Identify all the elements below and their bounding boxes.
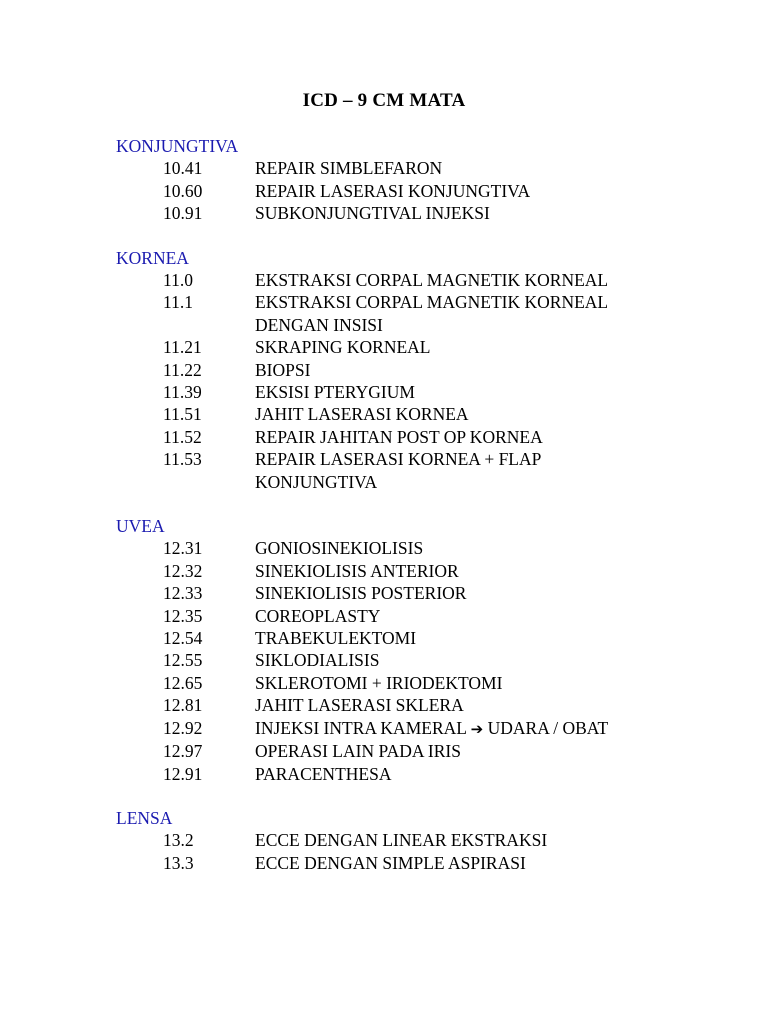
section-lensa: [116, 807, 736, 874]
code-entry: [116, 605, 736, 627]
entry-code: 13.3: [163, 852, 194, 873]
entry-description: SKRAPING KORNEAL: [255, 337, 431, 358]
section-list: [116, 135, 736, 896]
entry-code: 11.53: [163, 449, 202, 470]
entry-description: COREOPLASTY: [255, 605, 381, 626]
entry-description: EKSTRAKSI CORPAL MAGNETIK KORNEAL: [255, 270, 609, 290]
code-entry: [116, 269, 736, 291]
code-entry: [116, 537, 736, 559]
section-heading: KONJUNGTIVA: [116, 136, 239, 156]
code-entry: [116, 582, 736, 604]
code-entry: [116, 694, 736, 716]
entry-description-text: INJEKSI INTRA KAMERAL: [255, 717, 467, 738]
section-kornea: [116, 247, 736, 493]
entry-code: 12.65: [163, 672, 203, 693]
entry-code: 10.41: [163, 158, 203, 179]
entry-description: JAHIT LASERASI SKLERA: [255, 695, 464, 716]
entry-code: 11.52: [163, 426, 202, 447]
code-entry: [116, 717, 736, 740]
entry-description: SIKLODIALISIS: [255, 650, 380, 671]
section-heading: LENSA: [116, 807, 173, 828]
section-heading: UVEA: [116, 516, 165, 537]
entry-description: REPAIR LASERASI KORNEA + FLAP KONJUNGTIVA: [255, 449, 541, 492]
entry-code: 11.21: [163, 337, 202, 358]
code-entry: [116, 627, 736, 649]
entry-description: PARACENTHESA: [255, 763, 392, 784]
entry-code: 12.33: [163, 583, 203, 604]
entry-code: 12.55: [163, 650, 203, 671]
entry-description: REPAIR JAHITAN POST OP KORNEA: [255, 426, 543, 447]
entry-description: GONIOSINEKIOLISIS: [255, 538, 424, 559]
entry-description: REPAIR SIMBLEFARON: [255, 158, 443, 179]
code-entry: [116, 336, 736, 358]
entry-description: SUBKONJUNGTIVAL INJEKSI: [255, 203, 490, 224]
entry-code: 12.97: [163, 741, 203, 762]
code-entry: [116, 672, 736, 694]
code-entry: [116, 829, 736, 851]
section-konjungtiva: [116, 135, 736, 225]
entry-description: SINEKIOLISIS ANTERIOR: [255, 560, 459, 581]
entry-code: 11.39: [163, 382, 202, 403]
code-entry: [116, 740, 736, 762]
arrow-right-icon: ➔: [470, 719, 484, 738]
entry-code: 11.1: [163, 292, 193, 313]
code-entry: [116, 649, 736, 671]
entry-description: EKSTRAKSI CORPAL MAGNETIK KORNEAL DENGAN INSISI: [255, 292, 608, 335]
entry-code: 12.31: [163, 538, 203, 559]
entry-description: JAHIT LASERASI KORNEA: [255, 404, 469, 425]
section-uvea: [116, 515, 736, 785]
entry-code: 10.60: [163, 180, 203, 201]
entry-code: 13.2: [163, 830, 194, 851]
code-entry: [116, 291, 736, 336]
section-heading: KORNEA: [116, 247, 189, 268]
entry-code: 12.91: [163, 763, 203, 784]
entry-description: SKLEROTOMI + IRIODEKTOMI: [255, 672, 503, 693]
entry-description: TRABEKULEKTOMI: [255, 628, 417, 649]
entry-code: 11.22: [163, 359, 202, 380]
entry-code: 12.35: [163, 605, 203, 626]
entry-code: 12.81: [163, 695, 203, 716]
entry-code: 12.32: [163, 560, 203, 581]
entry-description: [255, 717, 630, 740]
code-entry: [116, 763, 736, 785]
entry-description: OPERASI LAIN PADA IRIS: [255, 741, 461, 762]
entry-code: 12.54: [163, 628, 203, 649]
entry-description: ECCE DENGAN LINEAR EKSTRAKSI: [255, 830, 548, 851]
entry-code: 11.51: [163, 404, 202, 425]
code-entry: [116, 202, 736, 224]
code-entry: [116, 359, 736, 381]
code-entry: [116, 180, 736, 202]
code-entry: [116, 381, 736, 403]
code-entry: [116, 852, 736, 874]
entry-code: 12.92: [163, 717, 203, 738]
entry-description: EKSISI PTERYGIUM: [255, 382, 415, 403]
code-entry: [116, 448, 736, 493]
entry-description: ECCE DENGAN SIMPLE ASPIRASI: [255, 852, 526, 873]
entry-code: 10.91: [163, 203, 203, 224]
code-entry: [116, 157, 736, 179]
entry-description-continuation: UDARA / OBAT: [487, 717, 609, 738]
entry-code: 11.0: [163, 270, 193, 290]
entry-description: SINEKIOLISIS POSTERIOR: [255, 583, 467, 604]
entry-description: BIOPSI: [255, 359, 311, 380]
entry-description: REPAIR LASERASI KONJUNGTIVA: [255, 180, 531, 201]
code-entry: [116, 403, 736, 425]
document-title: ICD – 9 CM MATA: [302, 90, 466, 111]
code-entry: [116, 426, 736, 448]
code-entry: [116, 560, 736, 582]
